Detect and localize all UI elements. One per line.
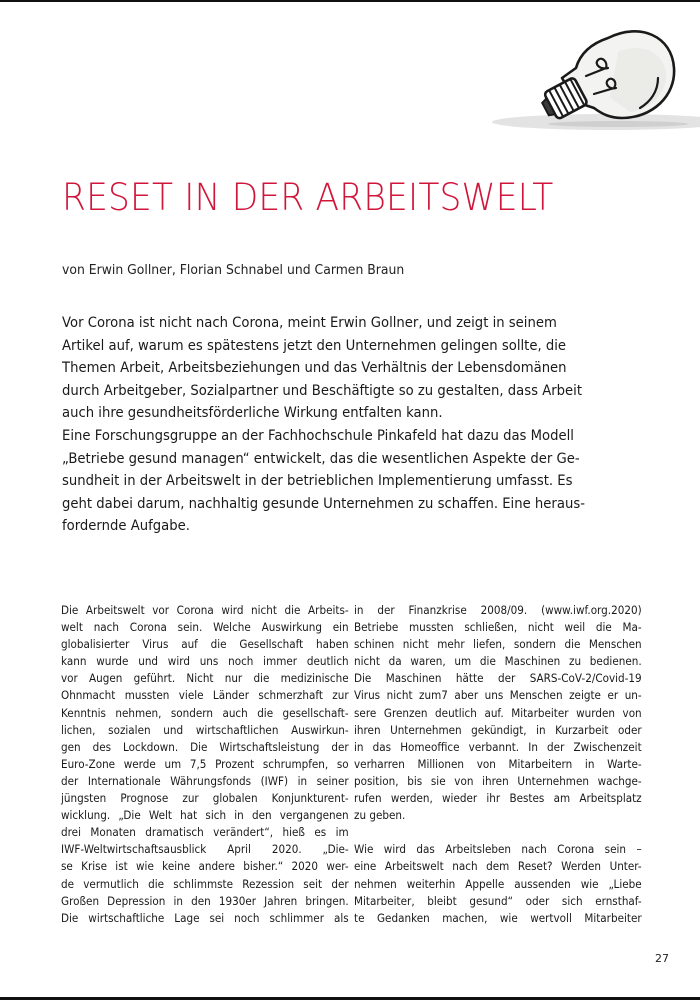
- article-title: RESET IN DER ARBEITSWELT: [62, 176, 554, 219]
- body-line: sere Grenzen deutlich auf. Mitarbeiter wurden von: [354, 706, 642, 720]
- body-line: vor Augen geführt. Nicht nur die medizinische: [61, 672, 349, 686]
- body-line: rufen werden, wieder ihr Bestes am Arbeitsplatz: [354, 792, 642, 806]
- body-line: der Internationale Währungsfonds (IWF) in seiner: [61, 774, 349, 788]
- body-line: de vermutlich die schlimmste Rezession seit der: [61, 877, 349, 891]
- body-line: zu geben.: [354, 809, 406, 823]
- body-column-right: [354, 602, 642, 927]
- body-line: Ohnmacht mussten viele Länder schmerzhaft zur: [61, 689, 349, 703]
- body-line: IWF-Weltwirtschaftsausblick April 2020. „Die-: [61, 843, 349, 857]
- lead-line: fordernde Aufgabe.: [62, 517, 190, 535]
- body-line: Virus nicht zum7 aber uns Menschen zeigte er un-: [354, 689, 642, 703]
- body-line: jüngsten Prognose zur globalen Konjunkturent-: [61, 792, 349, 806]
- body-line: gen des Lockdown. Die Wirtschaftsleistung der: [61, 740, 349, 754]
- lead-line: Vor Corona ist nicht nach Corona, meint Erwin Gollner, und zeigt in seinem: [62, 314, 557, 331]
- lead-line: auch ihre gesundheitsförderliche Wirkung entfalten kann.: [62, 404, 443, 422]
- body-line: position, bis sie von ihren Unternehmen wachge-: [354, 774, 642, 788]
- body-line: kann wurde und wird uns noch immer deutlich: [61, 655, 349, 669]
- body-line: Wie wird das Arbeitsleben nach Corona sein –: [354, 843, 642, 857]
- body-line: se Krise ist wie keine andere bisher.“ 2020 wer-: [61, 860, 349, 874]
- lead-line: Artikel auf, warum es spätestens jetzt den Unternehmen gelingen sollte, die: [62, 336, 567, 354]
- body-line: nehmen weiterhin Appelle aussenden wie „Liebe: [354, 877, 642, 891]
- lead-line: Themen Arbeit, Arbeitsbeziehungen und das Verhältnis der Lebensdomänen: [62, 359, 567, 377]
- lead-line: sundheit in der Arbeitswelt in der betrieblichen Implementierung umfasst. Es: [62, 472, 573, 490]
- page-number: 27: [655, 952, 669, 965]
- body-line: globalisierter Virus auf die Gesellschaft haben: [61, 638, 349, 652]
- body-column-left: [61, 602, 349, 927]
- body-line: in das Homeoffice verbannt. In der Zwischenzeit: [354, 740, 642, 754]
- light-bulb-icon: [490, 18, 700, 133]
- body-line: Die Maschinen hätte der SARS-CoV-2/Covid-19: [354, 672, 642, 686]
- paragraph-gap: [354, 824, 642, 841]
- body-line: schinen nicht mehr liefen, sondern die Menschen: [354, 638, 642, 652]
- body-line: Großen Depression in den 1930er Jahren bringen.: [61, 894, 349, 908]
- body-line: lichen, sozialen und wirtschaftlichen Auswirkun-: [61, 723, 349, 737]
- body-line: wicklung. „Die Welt hat sich in den vergangenen: [61, 809, 349, 823]
- lead-line: durch Arbeitgeber, Sozialpartner und Beschäftigte so zu gestalten, dass Arbeit: [62, 381, 583, 399]
- body-line: verharren Millionen von Mitarbeitern in Warte-: [354, 757, 642, 771]
- lead-line: geht dabei darum, nachhaltig gesunde Unternehmen zu schaffen. Eine heraus-: [62, 494, 585, 512]
- lead-line: Eine Forschungsgruppe an der Fachhochschule Pinkafeld hat dazu das Modell: [62, 426, 574, 444]
- body-line: Mitarbeiter, bleibt gesund“ oder sich ernsthaf-: [354, 894, 642, 908]
- body-line: in der Finanzkrise 2008/09. (www.iwf.org.2020): [354, 604, 642, 617]
- article-authors: von Erwin Gollner, Florian Schnabel und Carmen Braun: [62, 262, 405, 278]
- body-line: Betriebe mussten schließen, nicht weil die Ma-: [354, 621, 642, 635]
- body-line: Euro-Zone werde um 7,5 Prozent schrumpfen, so: [61, 757, 349, 771]
- article-lead: [62, 312, 607, 538]
- body-line: te Gedanken machen, wie wertvoll Mitarbeiter: [354, 911, 642, 925]
- body-line: Kenntnis nehmen, sondern auch die gesellschaft-: [61, 706, 349, 720]
- body-line: drei Monaten dramatisch verändert“, hieß es im: [61, 826, 349, 840]
- body-line: Die Arbeitswelt vor Corona wird nicht die Arbeits-: [61, 604, 349, 617]
- body-line: welt nach Corona sein. Welche Auswirkung ein: [61, 621, 349, 635]
- lead-line: „Betriebe gesund managen“ entwickelt, das die wesentlichen Aspekte der Ge-: [62, 449, 580, 467]
- body-line: eine Arbeitswelt nach dem Reset? Werden Unter-: [354, 860, 642, 874]
- body-line: nicht da waren, um die Maschinen zu bedienen.: [354, 655, 642, 669]
- body-line: Die wirtschaftliche Lage sei noch schlimmer als: [61, 911, 349, 925]
- body-line: ihren Unternehmen gekündigt, in Kurzarbeit oder: [354, 723, 642, 737]
- top-rule: [0, 0, 700, 2]
